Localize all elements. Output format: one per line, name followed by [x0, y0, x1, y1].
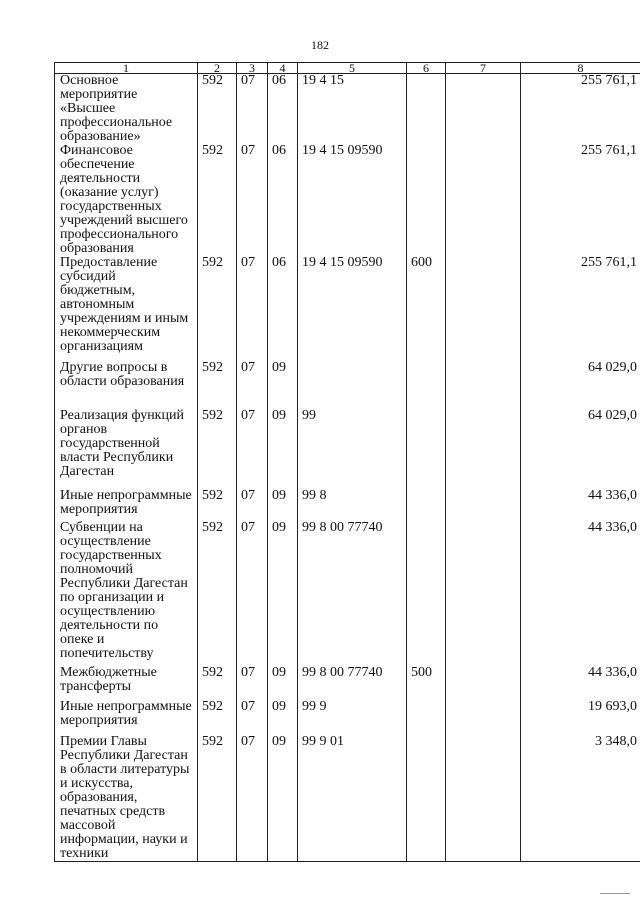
- cell-section: 07: [237, 74, 268, 145]
- column-header: 1: [55, 63, 198, 74]
- cell-amount: 64 029,0: [521, 361, 640, 409]
- cell-section: 07: [237, 521, 268, 666]
- cell-target-article: 19 4 15: [298, 74, 407, 145]
- cell-expense-type: [407, 361, 446, 409]
- cell-target-article: 19 4 15 09590: [298, 144, 407, 256]
- cell-amount: 19 693,0: [521, 700, 640, 735]
- cell-subsection: 09: [268, 521, 298, 666]
- cell-col7: [446, 409, 521, 489]
- cell-target-article: [298, 361, 407, 409]
- scan-edge-mark: [600, 893, 630, 894]
- table-row: [55, 361, 640, 409]
- column-header: 5: [298, 63, 407, 74]
- cell-section: 07: [237, 409, 268, 489]
- cell-col7: [446, 700, 521, 735]
- cell-ministry-code: 592: [198, 74, 237, 145]
- cell-col7: [446, 521, 521, 666]
- table-row: [55, 256, 640, 361]
- cell-subsection: 09: [268, 409, 298, 489]
- table-row: [55, 409, 640, 489]
- row-name: Межбюджетные трансферты: [55, 666, 198, 700]
- cell-subsection: 06: [268, 74, 298, 145]
- cell-amount: 44 336,0: [521, 666, 640, 700]
- cell-target-article: 99: [298, 409, 407, 489]
- cell-expense-type: [407, 409, 446, 489]
- column-header: 6: [407, 63, 446, 74]
- column-header: 3: [237, 63, 268, 74]
- table-row: [55, 521, 640, 666]
- cell-expense-type: [407, 144, 446, 256]
- cell-expense-type: 500: [407, 666, 446, 700]
- cell-ministry-code: 592: [198, 361, 237, 409]
- cell-target-article: 99 8: [298, 489, 407, 521]
- cell-amount: 255 761,1: [521, 256, 640, 361]
- cell-col7: [446, 74, 521, 145]
- budget-table: [54, 62, 640, 862]
- cell-amount: 44 336,0: [521, 489, 640, 521]
- table-row: [55, 666, 640, 700]
- cell-ministry-code: 592: [198, 700, 237, 735]
- column-header: 2: [198, 63, 237, 74]
- cell-section: 07: [237, 666, 268, 700]
- cell-section: 07: [237, 489, 268, 521]
- cell-expense-type: [407, 489, 446, 521]
- row-name: Основное мероприятие «Высшее профессиональное образование»: [55, 74, 198, 145]
- row-name: Предоставление субсидий бюджетным, автономным учреждениям и иным некоммерческим организациям: [55, 256, 198, 361]
- cell-ministry-code: 592: [198, 735, 237, 862]
- cell-target-article: 19 4 15 09590: [298, 256, 407, 361]
- table-header-row: [55, 63, 640, 74]
- row-name: Иные непрограммные мероприятия: [55, 489, 198, 521]
- cell-col7: [446, 666, 521, 700]
- cell-ministry-code: 592: [198, 489, 237, 521]
- cell-expense-type: [407, 735, 446, 862]
- table-row: [55, 700, 640, 735]
- page-number: 182: [311, 38, 329, 52]
- table-row: [55, 74, 640, 145]
- cell-ministry-code: 592: [198, 409, 237, 489]
- cell-section: 07: [237, 144, 268, 256]
- cell-col7: [446, 361, 521, 409]
- cell-expense-type: [407, 700, 446, 735]
- cell-amount: 44 336,0: [521, 521, 640, 666]
- column-header: 7: [446, 63, 521, 74]
- cell-subsection: 09: [268, 666, 298, 700]
- cell-col7: [446, 489, 521, 521]
- cell-ministry-code: 592: [198, 256, 237, 361]
- column-header: 4: [268, 63, 298, 74]
- cell-section: 07: [237, 735, 268, 862]
- cell-target-article: 99 8 00 77740: [298, 666, 407, 700]
- cell-target-article: 99 9: [298, 700, 407, 735]
- row-name: Реализация функций органов государственной власти Республики Дагестан: [55, 409, 198, 489]
- cell-amount: 255 761,1: [521, 74, 640, 145]
- row-name: Субвенции на осуществление государственных полномочий Республики Дагестан по организации и осуществлению деятельности по опеке и попечительству: [55, 521, 198, 666]
- cell-ministry-code: 592: [198, 666, 237, 700]
- cell-expense-type: 600: [407, 256, 446, 361]
- cell-amount: 3 348,0: [521, 735, 640, 862]
- cell-subsection: 06: [268, 144, 298, 256]
- cell-subsection: 09: [268, 700, 298, 735]
- table-row: [55, 489, 640, 521]
- cell-subsection: 09: [268, 489, 298, 521]
- cell-amount: 64 029,0: [521, 409, 640, 489]
- row-name: Иные непрограммные мероприятия: [55, 700, 198, 735]
- cell-col7: [446, 144, 521, 256]
- cell-subsection: 06: [268, 256, 298, 361]
- table-row: [55, 735, 640, 862]
- cell-section: 07: [237, 361, 268, 409]
- cell-ministry-code: 592: [198, 144, 237, 256]
- cell-amount: 255 761,1: [521, 144, 640, 256]
- cell-target-article: 99 9 01: [298, 735, 407, 862]
- cell-expense-type: [407, 74, 446, 145]
- cell-section: 07: [237, 700, 268, 735]
- cell-col7: [446, 735, 521, 862]
- row-name: Другие вопросы в области образования: [55, 361, 198, 409]
- column-header: 8: [521, 63, 640, 74]
- cell-ministry-code: 592: [198, 521, 237, 666]
- cell-target-article: 99 8 00 77740: [298, 521, 407, 666]
- row-name: Финансовое обеспечение деятельности (оказание услуг) государственных учреждений высшего профессионального образования: [55, 144, 198, 256]
- cell-col7: [446, 256, 521, 361]
- row-name: Премии Главы Республики Дагестан в области литературы и искусства, образования, печатных средств массовой информации, науки и техники: [55, 735, 198, 862]
- cell-subsection: 09: [268, 361, 298, 409]
- cell-section: 07: [237, 256, 268, 361]
- table-row: [55, 144, 640, 256]
- cell-expense-type: [407, 521, 446, 666]
- cell-subsection: 09: [268, 735, 298, 862]
